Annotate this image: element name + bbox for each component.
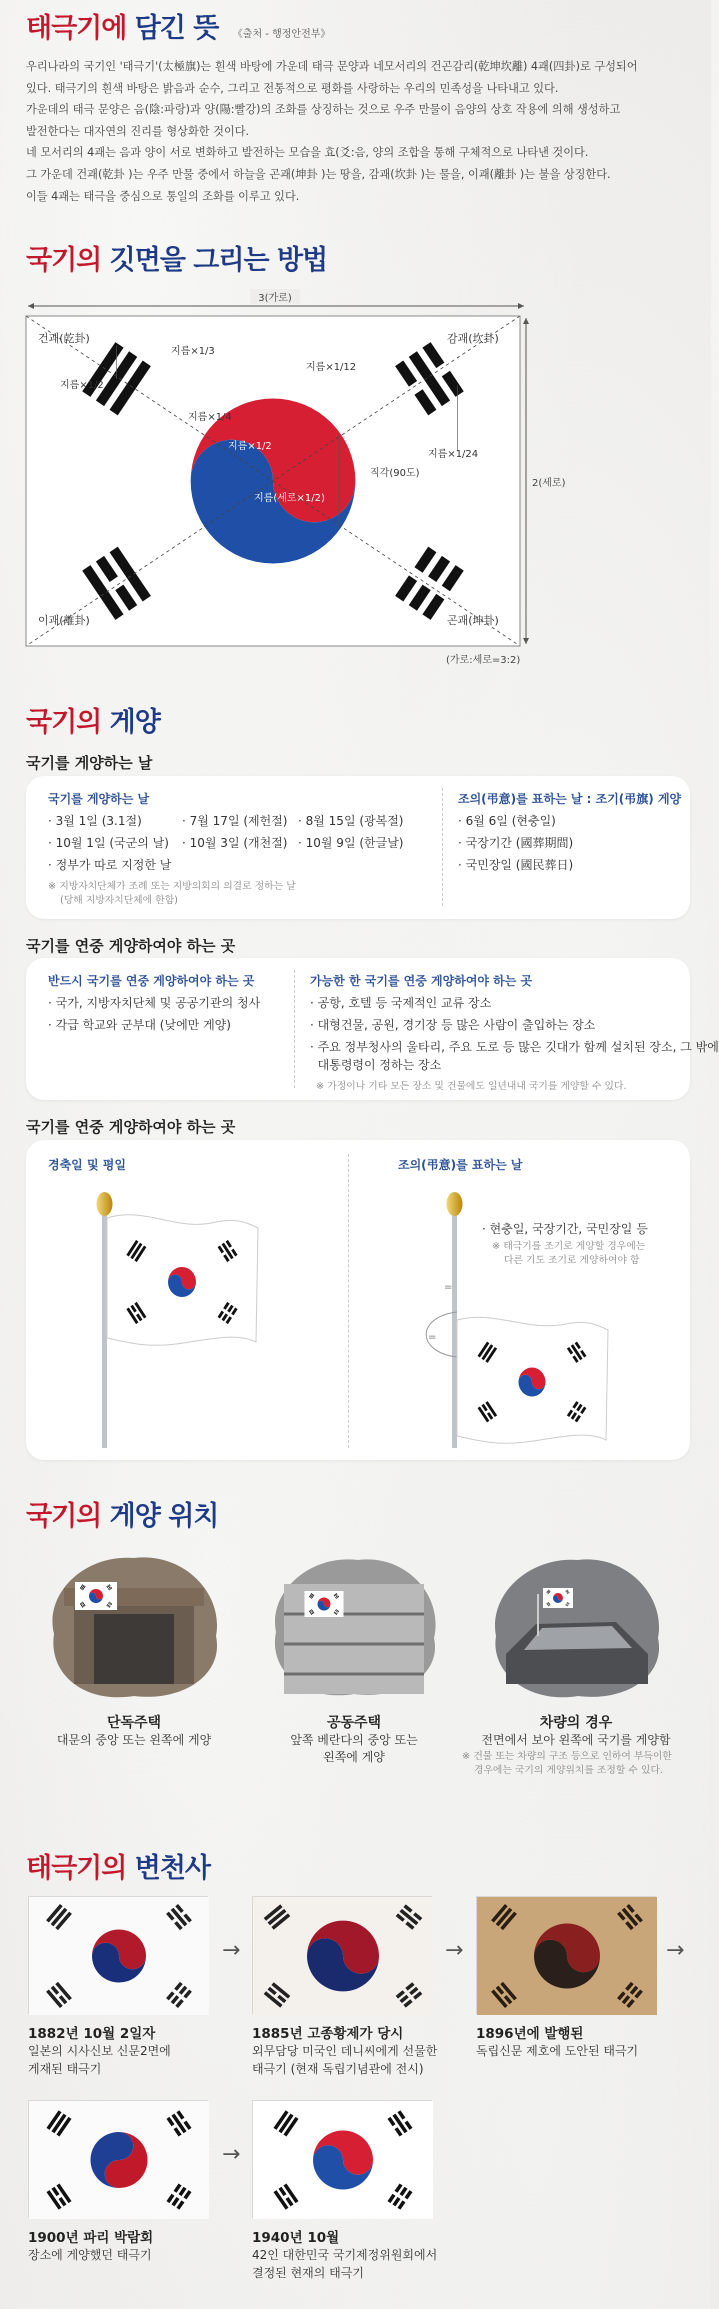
possible-title: 가능한 한 국기를 연중 게양하여야 하는 곳: [310, 974, 533, 988]
trigram-label-geon: 건괘(乾卦): [38, 332, 90, 345]
hoisting-days-heading: 국기를 게양하는 날: [26, 754, 153, 772]
dim-label: 지름×1/4: [188, 412, 232, 423]
days-note: ※ 지방자치단체가 조례 또는 지방의회의 의결로 정하는 날 (당해 지방자치단체에 한함): [48, 881, 296, 906]
history-caption-1885: 1885년 고종황제가 당시 외무담당 미국인 데니씨에게 선물한 태극기 (현재 독립기념관에 전시): [252, 2026, 438, 2076]
trigram-label-gam: 감괘(坎卦): [447, 332, 499, 345]
possible-note: ※ 가정이나 기타 모든 장소 및 건물에도 일년내내 국기를 게양할 수 있다.: [316, 1081, 627, 1092]
festive-label: 경축일 및 평일: [48, 1158, 126, 1172]
mourn-list: · 6월 6일 (현충일) · 국장기간 (國葬期間) · 국민장일 (國民葬日): [458, 814, 574, 872]
history-flag-1940: [252, 2100, 432, 2218]
svg-text:=: =: [428, 1332, 437, 1343]
hoisting-title: 국기의 게양: [26, 707, 160, 738]
year-round-heading: 국기를 연중 게양하여야 하는 곳: [26, 937, 236, 955]
position-title: 국기의 게양 위치: [26, 1501, 219, 1532]
history-caption-1900: 1900년 파리 박람회 장소에 게양했던 태극기: [28, 2230, 154, 2262]
days-box-title: 국기를 게양하는 날: [48, 792, 150, 806]
must-list: · 국가, 지방자치단체 및 공공기관의 청사 · 각급 학교와 군부대 (낮에만 게양): [48, 996, 261, 1032]
history-caption-1940: 1940년 10월 42인 대한민국 국기제정위원회에서 결정된 현재의 태극기: [252, 2230, 438, 2280]
height-label: 2(세로): [532, 478, 566, 489]
days-col-2: · 7월 17일 (제헌절) · 10월 3일 (개천절): [182, 814, 288, 850]
mourn-note: ※ 태극기를 조기로 게양할 경우에는 다른 기도 조기로 게양하여야 함: [492, 1241, 646, 1266]
must-title: 반드시 국기를 연중 게양하여야 하는 곳: [48, 974, 255, 988]
position-photo-apartment: [254, 1544, 454, 1704]
history-arrow: →: [445, 1938, 464, 1963]
possible-list: · 공항, 호텔 등 국제적인 교류 장소 · 대형건물, 공원, 경기장 등 많은 사람이 출입하는 장소 · 주요 정부청사의 울타리, 주요 도로 등 많은 깃대가 함께 설치된 장소, 그 밖에 대통령령이 정하는 장소: [310, 996, 719, 1072]
meaning-source: 《출처 - 행정안전부》: [232, 29, 331, 40]
history-caption-1882: 1882년 10월 2일자 일본의 시사신보 신문2면에 게재된 태극기: [28, 2026, 171, 2076]
dim-label: 직각(90도): [370, 468, 420, 479]
position-item-car: 차량의 경우 전면에서 보아 왼쪽에 국기를 게양함: [481, 1715, 671, 1747]
history-flag-1882: [28, 1896, 208, 2014]
dim-label: 지름×1/12: [306, 362, 357, 373]
meaning-title: 태극기에 담긴 뜻 《출처 - 행정안전부》: [26, 13, 331, 44]
days-col-1: · 3월 1일 (3.1절) · 10월 1일 (국군의 날) · 정부가 따로 지정한 날: [48, 814, 172, 872]
history-caption-1896: 1896년에 발행된 독립신문 제호에 도안된 태극기: [476, 2026, 639, 2058]
mourn-detail: · 현충일, 국장기간, 국민장일 등: [482, 1222, 648, 1236]
height-arrow: [520, 316, 532, 646]
position-item-apartment: 공동주택 앞쪽 베란다의 중앙 또는 왼쪽에 게양: [290, 1715, 418, 1764]
dim-label: 지름×1/24: [428, 449, 479, 460]
dim-label: 지름×1/3: [171, 346, 215, 357]
year-divider: [294, 970, 295, 1088]
ratio-label: (가로:세로=3:2): [446, 655, 521, 666]
history-arrow: →: [222, 1938, 241, 1963]
trigram-label-i: 이괘(離卦): [38, 614, 90, 627]
method-divider: [348, 1154, 349, 1448]
position-photo-car: [476, 1544, 676, 1704]
position-note: ※ 건물 또는 차량의 구조 등으로 인하여 부득이한 경우에는 국기의 게양위치를 조정할 수 있다.: [462, 1751, 672, 1776]
hoisting-method-card: [26, 1140, 690, 1460]
mourn-box-title: 조의(弔意)를 표하는 날 : 조기(弔旗) 게양: [458, 792, 682, 806]
history-arrow: →: [222, 2142, 241, 2167]
trigram-label-gon: 곤괘(坤卦): [447, 614, 499, 627]
meaning-paragraph: 우리나라의 국기인 '태극기'(太極旗)는 흰색 바탕에 가운데 태극 문양과 네모서리의 건곤감리(乾坤坎離) 4괘(四卦)로 구성되어 있다. 태극기의 흰색 바탕은 밝음과 순수, 그리고 전통적으로 평화를 사랑하는 우리의 민족성을 나타내고 있다. 가운데의 태극 문양은 음(陰:파랑)과 양(陽:빨강)의 조화를 상징하는 것으로 우주 만물이 음양의 상호 작용에 의해 생성하고 발전한다는 대자연의 진리를 형상화한 것이다. 네 모서리의 4괘는 음과 양이 서로 변화하고 발전하는 모습을 효(爻:음, 양의 조합을 통해 구체적으로 나타낸 것이다. 그 가운데 건괘(乾卦 )는 우주 만물 중에서 하늘을 곤괘(坤卦 )는 땅을, 감괘(坎卦 )는 물을, 이괘(離卦 )는 불을 상징한다. 이들 4괘는 태극을 중심으로 통일의 조화를 이루고 있다.: [26, 60, 638, 203]
dim-label: 지름×1/2: [60, 380, 104, 391]
history-flag-1885: [252, 1896, 432, 2014]
diagram-flag: [26, 316, 520, 646]
year-round-card: [26, 958, 719, 1100]
width-label: 3(가로): [250, 289, 300, 304]
position-photo-house: [34, 1544, 234, 1704]
days-divider: [442, 788, 443, 906]
days-col-3: · 8월 15일 (광복절) · 10월 9일 (한글날): [298, 814, 404, 850]
position-item-house: 단독주택 대문의 중앙 또는 왼쪽에 게양: [56, 1715, 212, 1747]
history-title: 태극기의 변천사: [26, 1853, 210, 1884]
svg-text:=: =: [444, 1282, 453, 1293]
history-flag-1900: [28, 2100, 208, 2218]
method-heading: 국기를 연중 게양하여야 하는 곳: [26, 1118, 236, 1136]
history-flag-1896: [476, 1896, 656, 2014]
festive-flagpole: [86, 1192, 286, 1448]
mourning-flagpole: [428, 1192, 656, 1448]
dim-label: 지름×1/2: [228, 441, 272, 452]
history-arrow: →: [666, 1938, 685, 1963]
dim-label: 지름(세로×1/2): [254, 493, 325, 504]
hoisting-days-card: [26, 776, 690, 919]
mourn-label: 조의(弔意)를 표하는 날: [398, 1158, 523, 1172]
drawing-title: 국기의 깃면을 그리는 방법: [26, 245, 328, 276]
